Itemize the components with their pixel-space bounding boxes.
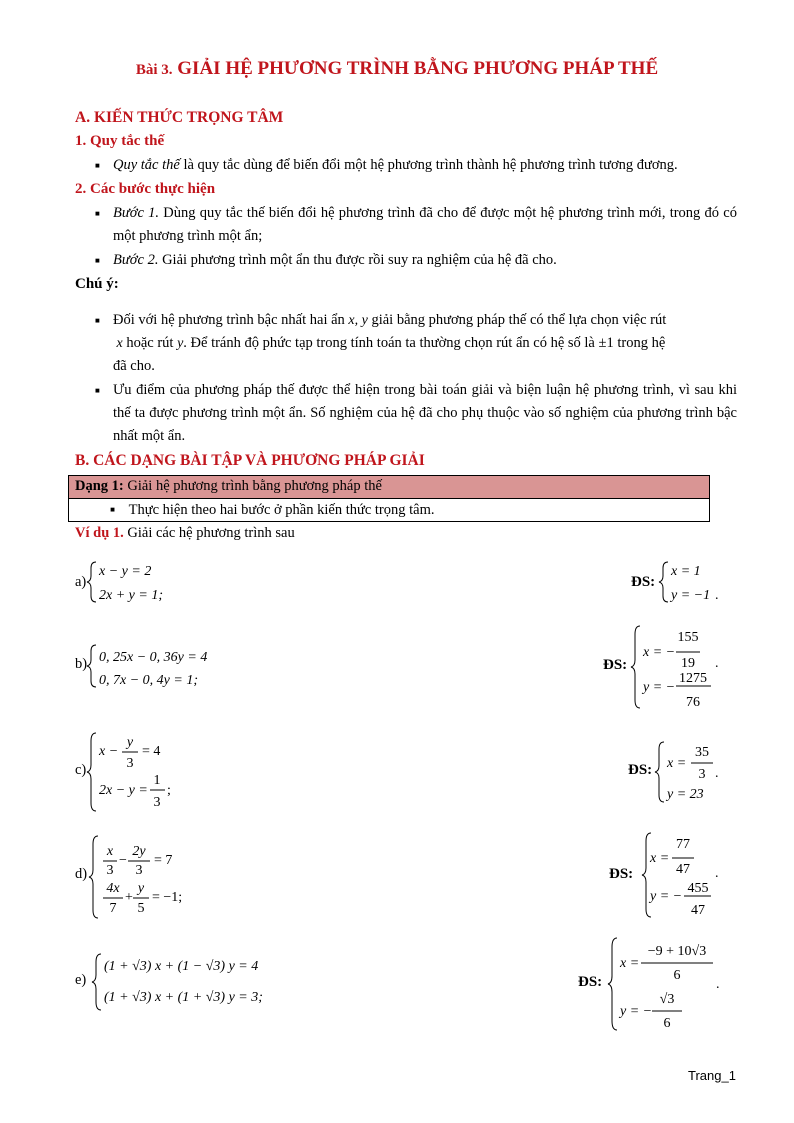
eq-c-2-num: 1 [153,773,161,788]
ans-c-1-pre: x = [667,756,687,771]
eq-c-1-den: 3 [126,756,134,771]
note-item-1-line2: x hoặc rút y. Để tránh độ phức tạp trong tính toán ta thường chọn rút ẩn có hệ số là ±1 trong hệ [116,335,666,351]
ans-b-2-num: 1275 [679,671,707,686]
note-item-2: Ưu điểm của phương pháp thế được thể hiện trong bài toán giải và biện luận hệ phương trình, vì sau khi thế ta được phương trình một ẩn. Số nghiệm của hệ đã cho phụ thuộc vào số nghiệm của phương trình bậc nhất một ẩn. [113,382,737,444]
ans-d-1-den: 47 [676,862,690,877]
ans-a-2: y = −1 [671,588,711,603]
ans-e-2-num: √3 [659,992,675,1007]
lesson-label: Bài 3. [135,62,173,78]
period: . [715,656,719,671]
eq-c-2-post: ; [167,783,171,798]
period: . [715,866,719,881]
brace-e [92,954,101,1010]
period: . [715,588,719,603]
ans-b-1-num: 155 [677,630,699,645]
eq-c-2-pre: 2x − y = [99,783,148,798]
ans-d-1-pre: x = [650,851,670,866]
problem-a-label: a) [75,574,87,590]
step-2: Bước 2. Giải phương trình một ẩn thu được rồi suy ra nghiệm của hệ đã cho. [113,252,557,268]
ans-e-1-den: 6 [673,968,681,983]
ans-e-1-pre: x = [620,956,640,971]
note-item-1: Đối với hệ phương trình bậc nhất hai ẩn x, y giải bằng phương pháp thế có thể lựa chọn việc rút [113,312,667,328]
ans-e-1-num: −9 + 10√3 [647,944,707,959]
eq-d-t4-den: 5 [137,901,145,916]
step-1: Bước 1. Dùng quy tắc thế biến đổi hệ phương trình đã cho để được một hệ phương trình mới, trong đó có một phương trình một ẩn; [113,205,737,244]
answer-e-label: ĐS: [578,974,603,990]
answer-a-label: ĐS: [631,574,656,590]
method-box-body: ■ Thực hiện theo hai bước ở phần kiến thức trọng tâm. [69,499,709,521]
note-item-1-line3: đã cho. [113,358,155,374]
ans-d-2-den: 47 [691,903,705,918]
eq-e-2: (1 + √3) x + (1 + √3) y = 3; [104,990,263,1005]
lesson-title: GIẢI HỆ PHƯƠNG TRÌNH BẰNG PHƯƠNG PHÁP THẾ [177,58,659,79]
brace-d-answer [642,833,651,917]
bullet-icon: ■ [95,161,100,170]
ans-b-2-den: 76 [686,695,700,710]
example-heading: Ví dụ 1. Giải các hệ phương trình sau [75,525,295,541]
eq-d-2-post: = −1; [152,890,183,905]
bullet-icon: ■ [95,386,100,395]
eq-c-2-den: 3 [153,795,161,810]
eq-d-t1-den: 3 [106,863,114,878]
eq-d-minus: − [119,853,127,868]
brace-b-answer [631,626,640,708]
bullet-icon: ■ [95,209,100,218]
brace-d [89,836,98,918]
eq-d-t1-num: x [106,844,114,859]
sub1-heading: 1. Quy tắc thế [75,133,165,149]
period: . [715,766,719,781]
brace-b [87,645,96,687]
brace-a [87,562,96,602]
ans-c-1-den: 3 [698,767,706,782]
answer-b-label: ĐS: [603,657,628,673]
ans-e-2-den: 6 [663,1016,671,1031]
eq-a-1: x − y = 2 [99,564,152,579]
ans-c-1-num: 35 [695,745,709,760]
answer-c-label: ĐS: [628,762,653,778]
problem-c-label: c) [75,762,87,778]
eq-c-1-num: y [126,735,134,750]
ans-b-2-pre: y = − [643,680,676,695]
brace-a-answer [659,562,668,602]
ans-d-2-pre: y = − [650,889,683,904]
eq-b-1: 0, 25x − 0, 36y = 4 [99,650,208,665]
problem-e-label: e) [75,972,87,988]
eq-c-1-pre: x − [99,744,119,759]
eq-e-1: (1 + √3) x + (1 − √3) y = 4 [104,959,259,974]
eq-c-1-post: = 4 [142,744,161,759]
section-a-heading: A. KIẾN THỨC TRỌNG TÂM [75,109,284,126]
section-b-heading: B. CÁC DẠNG BÀI TẬP VÀ PHƯƠNG PHÁP GIẢI [75,452,425,469]
ans-c-2: y = 23 [667,787,704,802]
bullet-icon: ■ [95,256,100,265]
ans-e-2-pre: y = − [620,1004,653,1019]
note-heading: Chú ý: [75,276,119,292]
page-number: Trang_1 [688,1068,736,1083]
ans-b-1-pre: x = − [643,645,676,660]
eq-d-plus: + [125,890,133,905]
ans-d-1-num: 77 [676,837,690,852]
bullet-icon: ■ [110,505,115,514]
eq-d-t3-den: 7 [109,901,117,916]
brace-c-answer [655,742,664,802]
eq-d-t3-num: 4x [106,881,120,896]
period: . [716,977,720,992]
eq-d-1-post: = 7 [154,853,173,868]
problem-b-label: b) [75,656,88,672]
eq-d-t2-num: 2y [132,844,146,859]
ans-d-2-num: 455 [687,881,709,896]
eq-a-2: 2x + y = 1; [99,588,163,603]
bullet-icon: ■ [95,316,100,325]
ans-a-1: x = 1 [671,564,701,579]
brace-e-answer [608,938,617,1030]
brace-c [87,733,96,811]
rule-definition: Quy tắc thế là quy tắc dùng để biến đổi một hệ phương trình thành hệ phương trình tương đương. [113,157,678,173]
ans-b-1-den: 19 [681,656,695,671]
sub2-heading: 2. Các bước thực hiện [75,181,216,197]
method-box-header: Dạng 1: Giải hệ phương trình bằng phương pháp thế [69,476,709,499]
eq-d-t4-num: y [137,881,145,896]
problem-d-label: d) [75,866,88,882]
eq-b-2: 0, 7x − 0, 4y = 1; [99,673,198,688]
answer-d-label: ĐS: [609,866,634,882]
eq-d-t2-den: 3 [135,863,143,878]
